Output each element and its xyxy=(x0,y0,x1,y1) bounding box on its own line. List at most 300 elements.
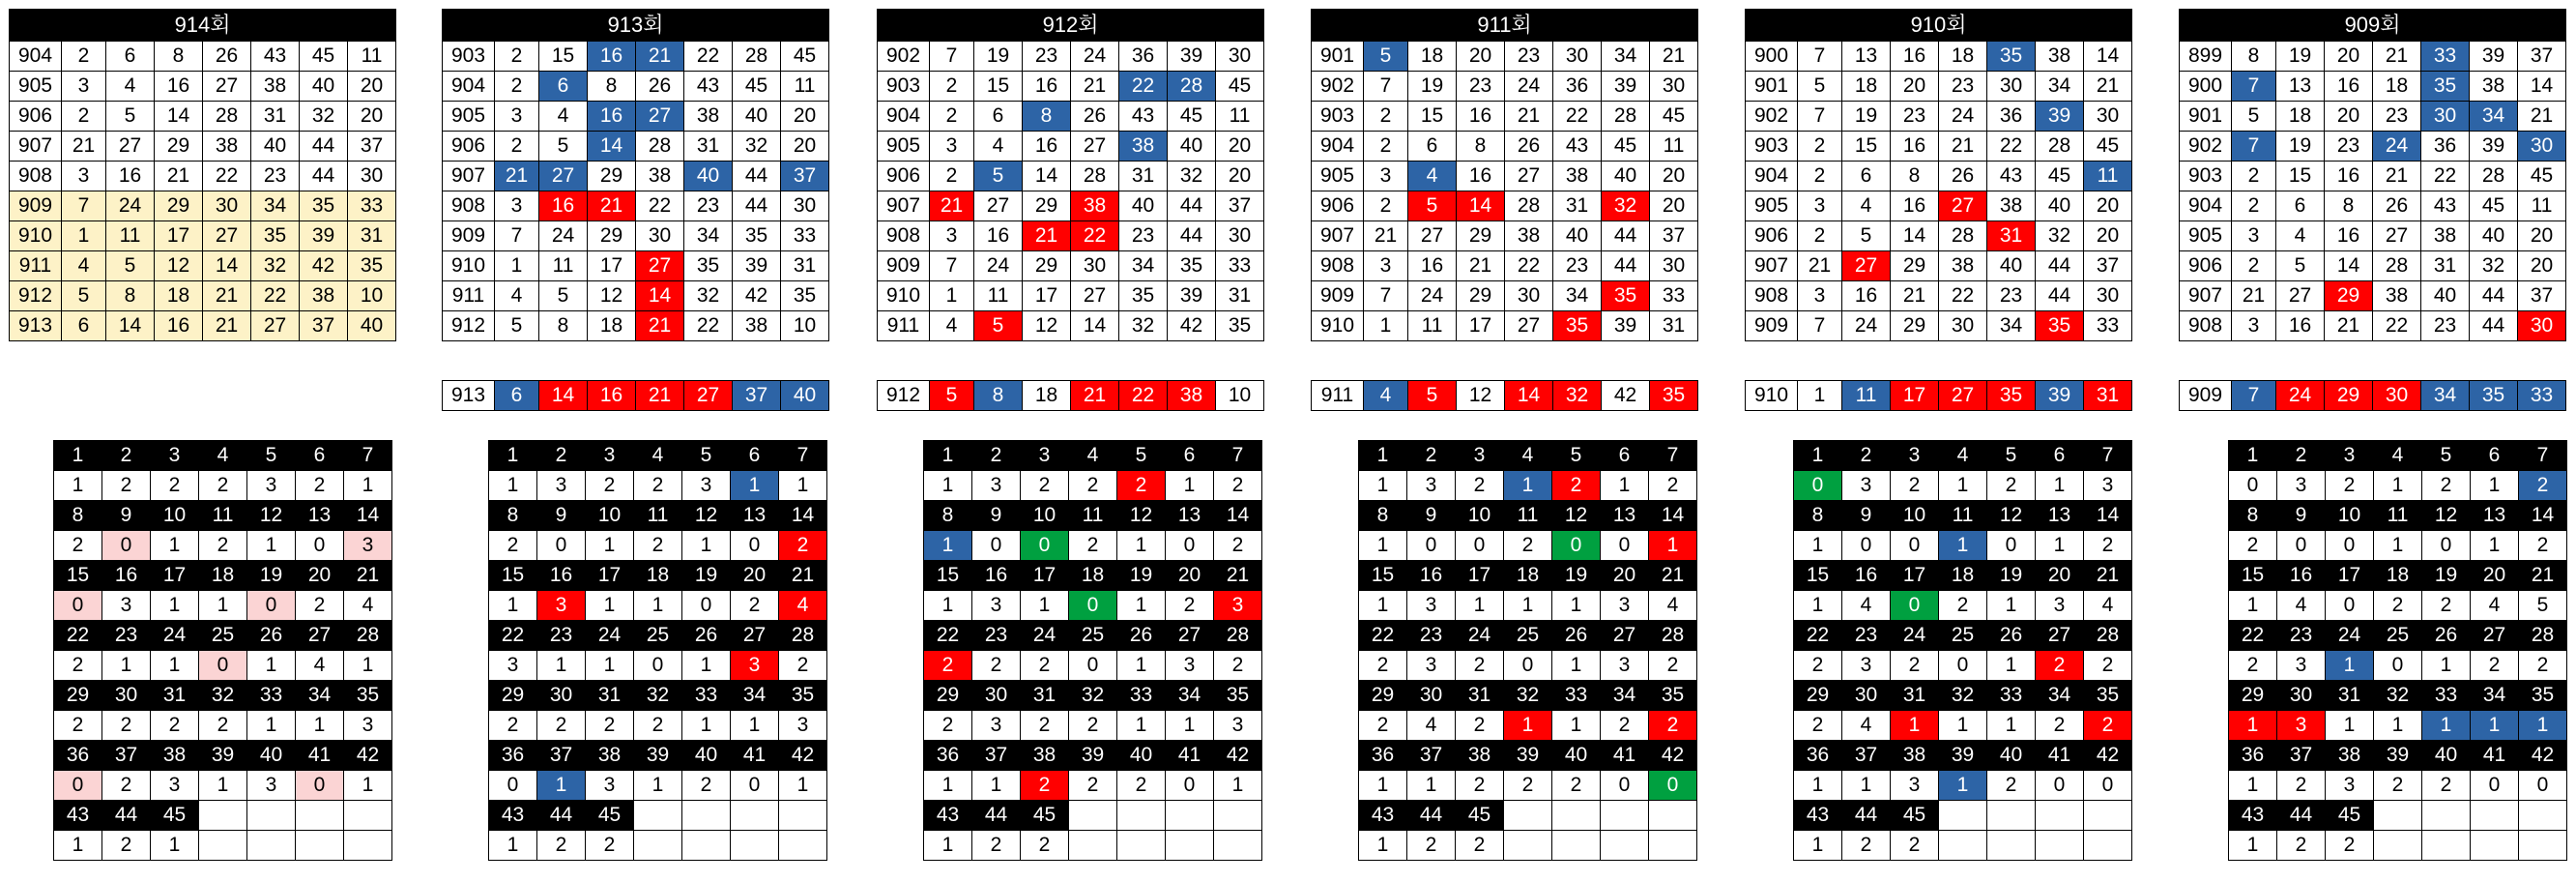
history-row xyxy=(878,72,1264,102)
ball-number-label: 13 xyxy=(2471,501,2519,531)
result-number: 17 xyxy=(1891,381,1939,411)
ball-number-label: 25 xyxy=(1504,621,1552,651)
count-cell: 1 xyxy=(1117,591,1166,621)
ball-number-label: 16 xyxy=(1842,561,1891,591)
ball-number-label: 33 xyxy=(1552,681,1601,711)
drawn-number: 6 xyxy=(1408,132,1457,162)
drawn-number: 33 xyxy=(1216,251,1264,281)
ball-number-label: 9 xyxy=(537,501,586,531)
ball-number-label: 21 xyxy=(1214,561,1262,591)
drawn-number: 35 xyxy=(2036,311,2084,341)
ball-number-label: 30 xyxy=(2277,681,2326,711)
history-row xyxy=(443,191,829,221)
drawn-number: 11 xyxy=(348,42,396,72)
ball-number-label: 18 xyxy=(2374,561,2422,591)
count-cell: 2 xyxy=(1359,651,1407,681)
count-cell: 3 xyxy=(2084,471,2132,501)
history-row xyxy=(1312,102,1698,132)
ball-number-row xyxy=(54,441,392,471)
count-cell: 2 xyxy=(2519,471,2567,501)
drawn-number: 28 xyxy=(2470,162,2518,191)
drawn-number: 20 xyxy=(2084,191,2132,221)
history-row xyxy=(1312,132,1698,162)
count-cell: 2 xyxy=(102,831,151,861)
ball-number-label: 20 xyxy=(1601,561,1649,591)
ball-number-label: 5 xyxy=(682,441,731,471)
drawn-number: 38 xyxy=(636,162,684,191)
ball-number-label: 26 xyxy=(1987,621,2036,651)
count-cell: 2 xyxy=(634,531,682,561)
drawn-number: 17 xyxy=(1457,311,1505,341)
count-cell: 2 xyxy=(2374,591,2422,621)
drawn-number: 19 xyxy=(1408,72,1457,102)
drawn-number: 44 xyxy=(1602,221,1650,251)
drawn-number: 40 xyxy=(251,132,300,162)
round-number: 912 xyxy=(10,281,62,311)
drawn-number: 29 xyxy=(1457,281,1505,311)
drawn-number: 44 xyxy=(1602,251,1650,281)
drawn-number: 32 xyxy=(2470,251,2518,281)
count-cell: 1 xyxy=(2229,711,2277,741)
drawn-number: 30 xyxy=(1216,221,1264,251)
drawn-number: 14 xyxy=(2325,251,2373,281)
result-number: 6 xyxy=(495,381,539,411)
drawn-number: 39 xyxy=(733,251,781,281)
drawn-number: 29 xyxy=(1457,221,1505,251)
ball-number-label: 31 xyxy=(2326,681,2374,711)
history-table xyxy=(1745,9,2132,341)
ball-number-row xyxy=(2229,441,2567,471)
ball-number-row xyxy=(2229,741,2567,771)
count-cell: 3 xyxy=(489,651,537,681)
drawn-number: 2 xyxy=(62,102,106,132)
result-number: 7 xyxy=(2232,381,2276,411)
result-round: 913 xyxy=(443,381,495,411)
drawn-number: 31 xyxy=(348,221,396,251)
drawn-number: 21 xyxy=(495,162,539,191)
count-cell: 2 xyxy=(151,471,199,501)
drawn-number: 5 xyxy=(1798,72,1842,102)
ball-number-label: 3 xyxy=(151,441,199,471)
count-cell: 2 xyxy=(972,651,1021,681)
drawn-number: 7 xyxy=(1798,42,1842,72)
ball-number-label: 41 xyxy=(296,741,344,771)
empty-cell xyxy=(634,831,682,861)
count-cell: 1 xyxy=(586,591,634,621)
drawn-number: 23 xyxy=(684,191,733,221)
ball-number-row xyxy=(2229,501,2567,531)
drawn-number: 20 xyxy=(348,102,396,132)
ball-number-label: 38 xyxy=(1891,741,1939,771)
history-row xyxy=(878,251,1264,281)
drawn-number: 38 xyxy=(1505,221,1553,251)
drawn-number: 1 xyxy=(930,281,974,311)
ball-number-label: 20 xyxy=(2471,561,2519,591)
history-row xyxy=(443,72,829,102)
drawn-number: 33 xyxy=(348,191,396,221)
result-number: 18 xyxy=(1023,381,1071,411)
count-cell: 3 xyxy=(2036,591,2084,621)
count-cell: 1 xyxy=(2374,471,2422,501)
ball-number-label: 32 xyxy=(1504,681,1552,711)
ball-number-label: 33 xyxy=(247,681,296,711)
drawn-number: 44 xyxy=(733,191,781,221)
drawn-number: 16 xyxy=(1457,162,1505,191)
count-cell: 2 xyxy=(537,831,586,861)
count-cell: 0 xyxy=(682,591,731,621)
drawn-number: 8 xyxy=(588,72,636,102)
count-cell: 0 xyxy=(199,651,247,681)
drawn-number: 5 xyxy=(539,132,588,162)
drawn-number: 24 xyxy=(1408,281,1457,311)
drawn-number: 36 xyxy=(1119,42,1168,72)
round-number: 908 xyxy=(1312,251,1364,281)
count-cell: 2 xyxy=(2277,771,2326,801)
count-row xyxy=(1359,591,1697,621)
count-cell: 2 xyxy=(1117,471,1166,501)
history-row xyxy=(1746,191,2132,221)
ball-number-row xyxy=(1359,741,1697,771)
result-number: 16 xyxy=(588,381,636,411)
result-number: 10 xyxy=(1216,381,1264,411)
drawn-number: 38 xyxy=(2421,221,2470,251)
count-cell: 2 xyxy=(537,711,586,741)
drawn-number: 31 xyxy=(1987,221,2036,251)
ball-number-label: 37 xyxy=(1407,741,1456,771)
empty-cell xyxy=(2084,801,2132,831)
count-row xyxy=(1359,831,1697,861)
count-cell: 3 xyxy=(2326,771,2374,801)
round-title: 912회 xyxy=(878,10,1264,42)
drawn-number: 37 xyxy=(1216,191,1264,221)
drawn-number: 22 xyxy=(1987,132,2036,162)
drawn-number: 2 xyxy=(1798,221,1842,251)
drawn-number: 23 xyxy=(1119,221,1168,251)
drawn-number: 2 xyxy=(1364,132,1408,162)
drawn-number: 30 xyxy=(2421,102,2470,132)
count-cell: 1 xyxy=(2519,711,2567,741)
drawn-number: 3 xyxy=(1364,251,1408,281)
round-number: 906 xyxy=(1312,191,1364,221)
count-cell: 0 xyxy=(2519,771,2567,801)
count-cell: 0 xyxy=(1069,651,1117,681)
count-cell: 1 xyxy=(1987,591,2036,621)
drawn-number: 30 xyxy=(1939,311,1987,341)
count-cell: 1 xyxy=(2036,471,2084,501)
ball-number-label: 38 xyxy=(1456,741,1504,771)
drawn-number: 20 xyxy=(2325,102,2373,132)
count-cell: 2 xyxy=(1021,711,1069,741)
count-cell: 1 xyxy=(1601,471,1649,501)
drawn-number: 5 xyxy=(2232,102,2276,132)
drawn-number: 16 xyxy=(588,102,636,132)
count-row xyxy=(924,471,1262,501)
drawn-number: 11 xyxy=(781,72,829,102)
drawn-number: 27 xyxy=(2276,281,2325,311)
round-number: 909 xyxy=(1312,281,1364,311)
count-cell: 0 xyxy=(1407,531,1456,561)
round-number: 903 xyxy=(443,42,495,72)
ball-number-label: 14 xyxy=(1214,501,1262,531)
count-cell: 4 xyxy=(1842,591,1891,621)
drawn-number: 16 xyxy=(2325,221,2373,251)
drawn-number: 27 xyxy=(1842,251,1891,281)
drawn-number: 2 xyxy=(2232,251,2276,281)
count-cell: 1 xyxy=(1939,531,1987,561)
drawn-number: 6 xyxy=(62,311,106,341)
ball-number-label: 36 xyxy=(54,741,102,771)
ball-number-label: 45 xyxy=(2326,801,2374,831)
empty-cell xyxy=(1649,831,1697,861)
count-cell: 2 xyxy=(634,711,682,741)
count-cell: 2 xyxy=(151,711,199,741)
count-row xyxy=(2229,831,2567,861)
drawn-number: 17 xyxy=(588,251,636,281)
count-row xyxy=(489,831,827,861)
drawn-number: 20 xyxy=(781,132,829,162)
count-row xyxy=(924,831,1262,861)
result-strip xyxy=(877,380,1264,411)
history-table xyxy=(442,9,829,341)
drawn-number: 17 xyxy=(155,221,203,251)
count-cell: 0 xyxy=(296,531,344,561)
ball-number-label: 14 xyxy=(1649,501,1697,531)
count-cell: 0 xyxy=(2084,771,2132,801)
count-cell: 1 xyxy=(1987,651,2036,681)
drawn-number: 29 xyxy=(588,221,636,251)
drawn-number: 23 xyxy=(2373,102,2421,132)
history-row xyxy=(1312,72,1698,102)
count-row xyxy=(489,651,827,681)
count-cell: 4 xyxy=(296,651,344,681)
drawn-number: 37 xyxy=(2084,251,2132,281)
drawn-number: 34 xyxy=(2470,102,2518,132)
count-cell: 1 xyxy=(1794,531,1842,561)
ball-number-row xyxy=(1359,681,1697,711)
count-cell: 5 xyxy=(2519,591,2567,621)
ball-number-label: 12 xyxy=(247,501,296,531)
drawn-number: 16 xyxy=(588,42,636,72)
empty-cell xyxy=(634,801,682,831)
ball-number-label: 22 xyxy=(1359,621,1407,651)
count-cell: 1 xyxy=(151,651,199,681)
drawn-number: 18 xyxy=(588,311,636,341)
count-cell: 0 xyxy=(489,771,537,801)
ball-number-label: 5 xyxy=(1552,441,1601,471)
drawn-number: 21 xyxy=(1650,42,1698,72)
drawn-number: 31 xyxy=(1650,311,1698,341)
drawn-number: 31 xyxy=(251,102,300,132)
count-cell: 2 xyxy=(2084,711,2132,741)
count-cell: 3 xyxy=(1891,771,1939,801)
empty-cell xyxy=(2519,801,2567,831)
drawn-number: 20 xyxy=(2518,251,2566,281)
drawn-number: 45 xyxy=(1168,102,1216,132)
count-row xyxy=(924,531,1262,561)
drawn-number: 22 xyxy=(251,281,300,311)
drawn-number: 19 xyxy=(1842,102,1891,132)
ball-number-label: 10 xyxy=(1456,501,1504,531)
count-cell: 2 xyxy=(924,711,972,741)
ball-number-label: 17 xyxy=(151,561,199,591)
result-number: 27 xyxy=(1939,381,1987,411)
drawn-number: 11 xyxy=(2084,162,2132,191)
drawn-number: 3 xyxy=(495,191,539,221)
drawn-number: 40 xyxy=(1119,191,1168,221)
drawn-number: 13 xyxy=(1842,42,1891,72)
history-row xyxy=(878,281,1264,311)
drawn-number: 15 xyxy=(1842,132,1891,162)
history-table xyxy=(2179,9,2566,341)
drawn-number: 2 xyxy=(495,72,539,102)
drawn-number: 35 xyxy=(1216,311,1264,341)
ball-number-row xyxy=(1359,561,1697,591)
drawn-number: 23 xyxy=(251,162,300,191)
drawn-number: 3 xyxy=(2232,221,2276,251)
drawn-number: 3 xyxy=(930,221,974,251)
empty-cell xyxy=(2519,831,2567,861)
ball-number-label: 1 xyxy=(924,441,972,471)
drawn-number: 8 xyxy=(2232,42,2276,72)
ball-number-label: 34 xyxy=(2471,681,2519,711)
count-cell: 0 xyxy=(296,771,344,801)
ball-number-label: 24 xyxy=(1456,621,1504,651)
count-cell: 0 xyxy=(1842,531,1891,561)
ball-number-label: 17 xyxy=(1891,561,1939,591)
drawn-number: 2 xyxy=(2232,162,2276,191)
drawn-number: 40 xyxy=(2470,221,2518,251)
ball-number-label: 1 xyxy=(1794,441,1842,471)
ball-number-label: 24 xyxy=(586,621,634,651)
empty-cell xyxy=(1939,831,1987,861)
drawn-number: 32 xyxy=(733,132,781,162)
drawn-number: 42 xyxy=(300,251,348,281)
ball-number-label: 9 xyxy=(1407,501,1456,531)
count-cell: 0 xyxy=(1794,471,1842,501)
count-cell: 0 xyxy=(1987,531,2036,561)
empty-cell xyxy=(2036,801,2084,831)
ball-number-label: 11 xyxy=(634,501,682,531)
drawn-number: 24 xyxy=(106,191,155,221)
ball-number-label: 41 xyxy=(731,741,779,771)
history-row xyxy=(2180,72,2566,102)
drawn-number: 21 xyxy=(1798,251,1842,281)
result-number: 14 xyxy=(1505,381,1553,411)
count-cell: 1 xyxy=(2326,651,2374,681)
count-row xyxy=(54,831,392,861)
drawn-number: 12 xyxy=(588,281,636,311)
ball-number-label: 6 xyxy=(731,441,779,471)
count-cell: 1 xyxy=(779,771,827,801)
ball-number-label: 40 xyxy=(247,741,296,771)
history-row xyxy=(443,162,829,191)
drawn-number: 35 xyxy=(2421,72,2470,102)
ball-number-label: 12 xyxy=(1117,501,1166,531)
ball-number-label: 35 xyxy=(779,681,827,711)
drawn-number: 32 xyxy=(300,102,348,132)
history-table xyxy=(9,9,396,341)
ball-number-row xyxy=(54,741,392,771)
count-cell: 0 xyxy=(54,591,102,621)
ball-number-label: 8 xyxy=(2229,501,2277,531)
ball-number-label: 27 xyxy=(2471,621,2519,651)
history-row xyxy=(10,132,396,162)
ball-number-label: 21 xyxy=(344,561,392,591)
empty-cell xyxy=(1601,801,1649,831)
count-cell: 1 xyxy=(2471,471,2519,501)
ball-number-label: 39 xyxy=(634,741,682,771)
result-number: 27 xyxy=(684,381,733,411)
result-number: 35 xyxy=(1987,381,2036,411)
drawn-number: 7 xyxy=(2232,132,2276,162)
ball-number-row xyxy=(489,741,827,771)
round-number: 906 xyxy=(878,162,930,191)
count-row xyxy=(1794,591,2132,621)
drawn-number: 24 xyxy=(1071,42,1119,72)
ball-number-label: 33 xyxy=(682,681,731,711)
empty-cell xyxy=(1069,801,1117,831)
history-row xyxy=(1312,281,1698,311)
drawn-number: 2 xyxy=(930,72,974,102)
history-row xyxy=(878,191,1264,221)
round-title: 911회 xyxy=(1312,10,1698,42)
ball-number-label: 14 xyxy=(779,501,827,531)
count-row xyxy=(489,531,827,561)
drawn-number: 7 xyxy=(1798,102,1842,132)
drawn-number: 14 xyxy=(106,311,155,341)
count-cell: 1 xyxy=(2326,711,2374,741)
drawn-number: 23 xyxy=(1939,72,1987,102)
drawn-number: 45 xyxy=(300,42,348,72)
count-cell: 0 xyxy=(54,771,102,801)
ball-number-row xyxy=(489,501,827,531)
ball-number-label: 13 xyxy=(296,501,344,531)
ball-number-label: 12 xyxy=(1987,501,2036,531)
ball-number-label: 43 xyxy=(924,801,972,831)
drawn-number: 4 xyxy=(2276,221,2325,251)
ball-number-label: 21 xyxy=(2519,561,2567,591)
ball-number-label: 39 xyxy=(1504,741,1552,771)
count-cell: 0 xyxy=(1601,771,1649,801)
ball-number-label: 30 xyxy=(1842,681,1891,711)
drawn-number: 37 xyxy=(2518,281,2566,311)
count-cell: 0 xyxy=(1166,771,1214,801)
drawn-number: 35 xyxy=(1987,42,2036,72)
drawn-number: 16 xyxy=(1457,102,1505,132)
ball-number-label: 12 xyxy=(1552,501,1601,531)
count-row xyxy=(2229,591,2567,621)
count-row xyxy=(54,531,392,561)
count-cell: 1 xyxy=(924,471,972,501)
ball-number-label: 8 xyxy=(924,501,972,531)
drawn-number: 26 xyxy=(1939,162,1987,191)
drawn-number: 21 xyxy=(2084,72,2132,102)
ball-number-label: 23 xyxy=(537,621,586,651)
ball-number-label: 23 xyxy=(102,621,151,651)
drawn-number: 31 xyxy=(781,251,829,281)
drawn-number: 2 xyxy=(62,42,106,72)
drawn-number: 39 xyxy=(1168,42,1216,72)
count-cell: 1 xyxy=(1552,711,1601,741)
count-cell: 2 xyxy=(924,651,972,681)
drawn-number: 21 xyxy=(1457,251,1505,281)
drawn-number: 31 xyxy=(1553,191,1602,221)
count-cell: 2 xyxy=(586,471,634,501)
ball-number-label: 32 xyxy=(2374,681,2422,711)
round-number: 911 xyxy=(878,311,930,341)
frequency-grid xyxy=(488,440,827,861)
ball-number-label: 9 xyxy=(2277,501,2326,531)
